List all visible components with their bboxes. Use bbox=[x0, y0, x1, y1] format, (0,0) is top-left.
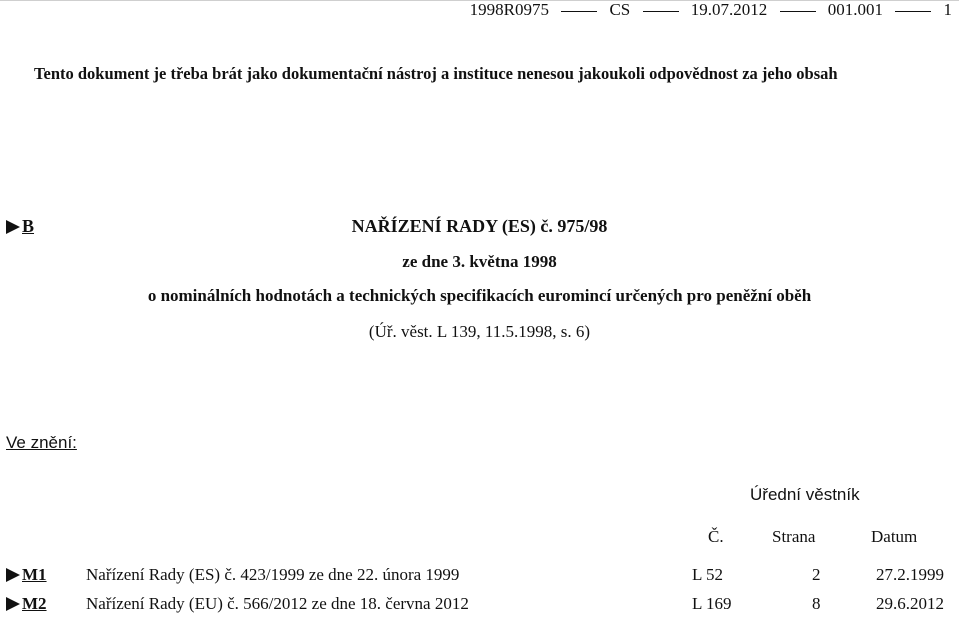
oj-date: 27.2.1999 bbox=[876, 565, 944, 584]
header-dash bbox=[561, 11, 597, 12]
celex-number: 1998R0975 bbox=[469, 0, 549, 19]
amendment-title: Nařízení Rady (EU) č. 566/2012 ze dne 18. června 2012 bbox=[86, 594, 469, 613]
header-dash bbox=[643, 11, 679, 12]
header-dash bbox=[780, 11, 816, 12]
version-number: 001.001 bbox=[827, 0, 883, 19]
oj-date: 29.6.2012 bbox=[876, 594, 944, 613]
amendment-title: Nařízení Rady (ES) č. 423/1999 ze dne 22. února 1999 bbox=[86, 565, 460, 584]
oj-page: 8 bbox=[812, 594, 821, 613]
regulation-title: NAŘÍZENÍ RADY (ES) č. 975/98 bbox=[351, 216, 608, 236]
marker-label: M1 bbox=[22, 565, 47, 584]
marker-label: B bbox=[22, 216, 35, 236]
triangle-right-icon bbox=[6, 568, 20, 582]
document-header bbox=[0, 0, 952, 20]
amendment-marker-m2[interactable] bbox=[6, 594, 47, 614]
amendment-marker-m1[interactable] bbox=[6, 565, 47, 585]
consolidation-date: 19.07.2012 bbox=[690, 0, 768, 19]
amended-by-label: Ve znění: bbox=[6, 433, 77, 452]
triangle-right-icon bbox=[6, 597, 20, 611]
column-header-page: Strana bbox=[772, 527, 816, 546]
language-code: CS bbox=[609, 0, 631, 19]
column-header-number: Č. bbox=[708, 527, 724, 546]
column-header-date: Datum bbox=[871, 527, 918, 546]
marker-label: M2 bbox=[22, 594, 47, 613]
regulation-subject: o nominálních hodnotách a technických specifikacích euromincí určených pro peněžní oběh bbox=[147, 286, 812, 305]
regulation-date: ze dne 3. května 1998 bbox=[402, 252, 557, 271]
oj-number: L 169 bbox=[692, 594, 732, 613]
oj-number: L 52 bbox=[692, 565, 724, 584]
oj-page: 2 bbox=[812, 565, 821, 584]
disclaimer: Tento dokument je třeba brát jako dokumentační nástroj a instituce nenesou jakoukoli odpovědnost za jeho obsah bbox=[34, 64, 838, 83]
official-journal-header: Úřední věstník bbox=[750, 485, 860, 504]
official-journal-reference: (Úř. věst. L 139, 11.5.1998, s. 6) bbox=[368, 322, 591, 341]
page-number: 1 bbox=[943, 0, 952, 19]
header-dash bbox=[895, 11, 931, 12]
